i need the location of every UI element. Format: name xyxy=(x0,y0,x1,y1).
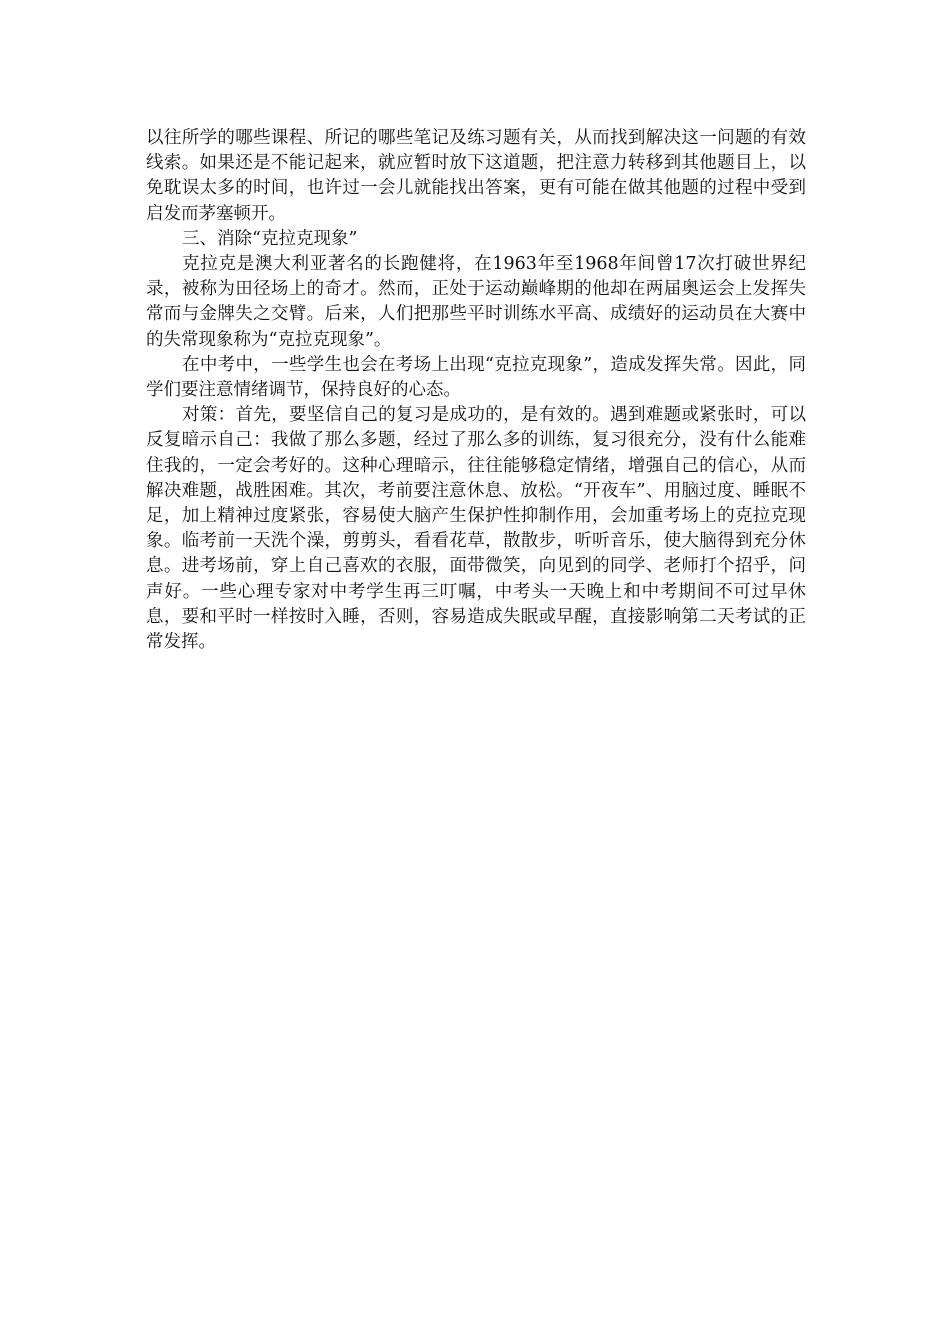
paragraph-exam-phenomenon: 在中考中，一些学生也会在考场上出现“克拉克现象”，造成发挥失常。因此，同学们要注意情绪调节，保持良好的心态。 xyxy=(146,354,806,401)
document-body xyxy=(146,126,806,655)
paragraph-clark-intro: 克拉克是澳大利亚著名的长跑健将，在1963年至1968年间曾17次打破世界纪录，被称为田径场上的奇才。然而，正处于运动巅峰期的他却在两届奥运会上发挥失常而与金牌失之交臂。后来，人们把那些平时训练水平高、成绩好的运动员在大赛中的失常现象称为“克拉克现象”。 xyxy=(146,254,806,350)
paragraph-countermeasures: 对策：首先，要坚信自己的复习是成功的，是有效的。遇到难题或紧张时，可以反复暗示自己：我做了那么多题，经过了那么多的训练，复习很充分，没有什么能难住我的，一定会考好的。这种心理暗示，往往能够稳定情绪，增强自己的信心，从而解决难题，战胜困难。其次，考前要注意休息、放松。“开夜车”、用脑过度、睡眠不足，加上精神过度紧张，容易使大脑产生保护性抑制作用，会加重考场上的克拉克现象。临考前一天洗个澡，剪剪头，看看花草，散散步，听听音乐，使大脑得到充分休息。进考场前，穿上自己喜欢的衣服，面带微笑，向见到的同学、老师打个招乎，问声好。一些心理专家对中考学生再三叮嘱，中考头一天晚上和中考期间不可过早休息，要和平时一样按时入睡，否则，容易造成失眠或早醒，直接影响第二天考试的正常发挥。 xyxy=(146,405,806,653)
paragraph-continuation: 以往所学的哪些课程、所记的哪些笔记及练习题有关，从而找到解决这一问题的有效线索。如果还是不能记起来，就应暂时放下这道题，把注意力转移到其他题目上，以免耽误太多的时间，也许过一会儿就能找出答案，更有可能在做其他题的过程中受到启发而茅塞顿开。 xyxy=(146,128,806,224)
section-heading: 三、消除“克拉克现象” xyxy=(182,228,358,249)
